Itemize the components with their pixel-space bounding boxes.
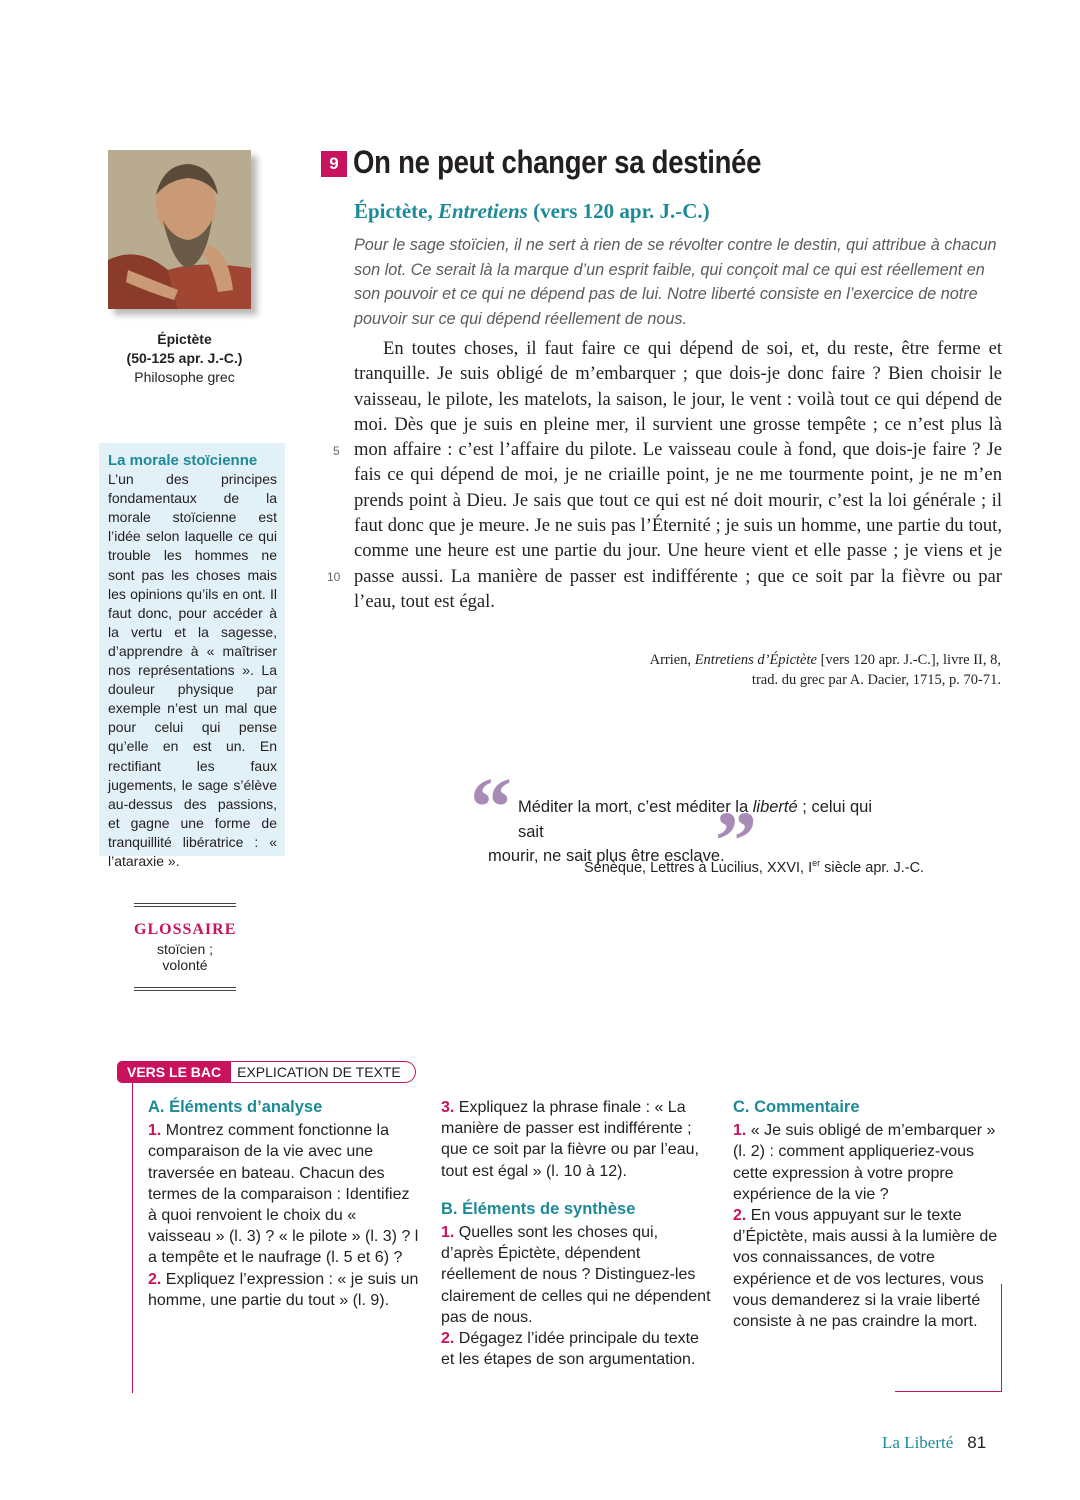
question-text: Quelles sont les choses qui, d’après Épictète, dépendent réellement de nous ? Distinguez-les clairement de celles qui ne dépendent pas de nous.	[441, 1224, 711, 1326]
quote-source-b: siècle apr. J.-C.	[820, 859, 925, 876]
document-subtitle	[354, 199, 710, 224]
question-b2	[441, 1328, 713, 1370]
question-text: Expliquez la phrase finale : « La manière de passer est indifférente ; que ce soit par la fièvre ou par l’eau, tout est égal » (l. 10 à 12).	[441, 1099, 699, 1180]
divider-bottom	[895, 1391, 1002, 1392]
glossary-rule-bottom	[134, 987, 236, 991]
bac-tag: VERS LE BAC	[117, 1061, 231, 1083]
question-text: Montrez comment fonctionne la comparaison de la vie avec une traversée en bateau. Chacun des termes de la comparaison : Identifiez à quoi renvoient le choix du « vaisseau » (l. 3) ? « le pilote » (l. 3) ? l a tempête et le naufrage (l. 5 et 6) ?	[148, 1122, 419, 1267]
quote-line-1	[488, 795, 898, 844]
page-number: 81	[967, 1433, 987, 1452]
source-line-2: trad. du grec par A. Dacier, 1715, p. 70-71.	[751, 672, 1001, 688]
philosopher-name: Épictète	[157, 331, 212, 347]
question-c2	[733, 1205, 1005, 1332]
sidebox-title: La morale stoïcienne	[108, 452, 258, 469]
question-c1	[733, 1120, 1005, 1205]
question-number: 3.	[441, 1099, 455, 1116]
author: Épictète,	[354, 199, 438, 223]
question-b1	[441, 1222, 713, 1328]
question-a1	[148, 1120, 420, 1268]
question-number: 1.	[148, 1122, 162, 1140]
question-number: 2.	[441, 1330, 455, 1348]
text-source	[560, 650, 1001, 690]
quote-emphasis: liberté	[752, 798, 798, 816]
quote-source-sup: er	[812, 858, 821, 868]
bac-banner	[117, 1061, 416, 1083]
philosopher-dates: (50-125 apr. J.-C.)	[126, 350, 243, 366]
question-number: 1.	[733, 1122, 747, 1140]
section-name: La Liberté	[882, 1433, 954, 1452]
question-a2	[148, 1269, 420, 1311]
question-number: 1.	[441, 1224, 455, 1242]
question-text: Expliquez l’expression : « je suis un homme, une partie du tout » (l. 9).	[148, 1270, 419, 1309]
glossary	[134, 903, 236, 991]
document-number: 9	[321, 151, 347, 177]
document-intro: Pour le sage stoïcien, il ne sert à rien de se révolter contre le destin, qui attribue à chacun son lot. Ce serait là la marque d’un esprit faible, qui conçoit mal ce qui est réellement en son pouvoir et ce qui ne dépend pas de lui. Notre liberté consiste en l’exercice de notre pouvoir sur ce qui dépend réellement de nous.	[354, 236, 997, 328]
glossary-title: GLOSSAIRE	[134, 921, 237, 938]
question-text: « Je suis obligé de m’embarquer » (l. 2) : comment appliqueriez-vous cette expression à votre propre expérience de la vie ?	[733, 1122, 996, 1203]
quote-source	[584, 858, 924, 876]
work-title: Entretiens	[437, 199, 528, 223]
glossary-terms: stoïcien ; volonté	[156, 941, 214, 973]
stoic-morality-box	[99, 443, 285, 869]
source-work: Entretiens d’Épictète	[694, 652, 817, 668]
portrait-illustration	[108, 150, 251, 309]
question-text: Dégagez l’idée principale du texte et les étapes de son argumentation.	[441, 1330, 699, 1369]
line-number-10: 10	[327, 570, 341, 584]
question-number: 2.	[148, 1270, 162, 1288]
work-date: (vers 120 apr. J.-C.)	[527, 199, 710, 223]
commentary-title: C. Commentaire	[733, 1098, 860, 1116]
bac-label: EXPLICATION DE TEXTE	[231, 1061, 416, 1083]
question-a3	[441, 1097, 713, 1182]
analysis-column	[148, 1097, 420, 1311]
commentary-column	[733, 1097, 1005, 1332]
quote-part-1: Méditer la mort, c’est méditer la	[518, 798, 753, 816]
page-footer	[882, 1433, 986, 1453]
close-quote-icon: ”	[715, 795, 757, 888]
open-quote-icon: “	[470, 761, 512, 854]
source-details: [vers 120 apr. J.-C.], livre II, 8,	[816, 652, 1001, 668]
source-line-1	[560, 650, 1001, 670]
glossary-rule-top	[134, 903, 236, 907]
question-number: 2.	[733, 1207, 747, 1225]
quote-line-2: mourir, ne sait plus être esclave.	[488, 847, 725, 865]
document-title: On ne peut changer sa destinée	[353, 144, 762, 180]
analysis-title: A. Éléments d’analyse	[148, 1098, 323, 1116]
divider-left	[132, 1083, 133, 1393]
synthesis-column	[441, 1097, 713, 1370]
philosopher-role: Philosophe grec	[134, 369, 235, 385]
question-text: En vous appuyant sur le texte d’Épictète, mais aussi à la lumière de vos connaissances, de votre expérience et de vos lectures, vous vous demanderez si la vraie liberté consiste à ne pas craindre la mort.	[733, 1207, 998, 1331]
source-author: Arrien,	[649, 652, 695, 668]
quote-part-2: ; celui qui sait	[518, 798, 872, 841]
main-text	[354, 336, 1002, 614]
quote-source-a: Sénèque, Lettres à Lucilius, XXVI, I	[584, 859, 813, 876]
sidebox-text: L’un des principes fondamentaux de la morale stoïcienne est l’idée selon laquelle ce qui trouble les hommes ne sont pas les choses mais les opinions qu’ils en ont. Il faut donc, pour accéder à la vertu et la sagesse, d’apprendre à « maîtriser nos représentations ». La douleur physique par exemple n’est un mal que pour celui qui pense qu’elle en est un. En rectifiant les faux jugements, le sage s’élève au-dessus des passions, et gagne une forme de tranquillité libératrice : « l’ataraxie ».	[108, 471, 277, 869]
main-text-paragraph: En toutes choses, il faut faire ce qui dépend de soi, et, du reste, être ferme et tranquille. Je suis obligé de m’embarquer ; que dois-je donc faire ? Bien choisir le vaisseau, le pilote, les matelots, la saison, le jour, le vent : voilà tout ce qui dépend de moi. Dès que je suis en pleine mer, il survient une grosse tempête ; ce n’est plus là mon affaire : c’est l’affaire du pilote. Le vaisseau coule à fond, que dois-je faire ? Je fais ce qui dépend de moi, je ne criaille point, je ne me tourmente point, je ne m’en prends point à Dieu. Je sais que tout ce qui est né doit mourir, c’est la loi générale ; il faut donc que je meure. Je ne suis pas l’Éternité ; je suis un homme, une partie du tout, comme une heure est une partie du jour. Une heure vient et elle passe ; je viens et je passe aussi. La manière de passer est indifférente ; que ce soit par la fièvre ou par l’eau, tout est égal.	[354, 338, 1002, 612]
portrait-caption	[108, 330, 261, 387]
synthesis-title: B. Éléments de synthèse	[441, 1199, 636, 1218]
epictetus-portrait	[108, 150, 251, 309]
line-number-5: 5	[333, 444, 340, 458]
